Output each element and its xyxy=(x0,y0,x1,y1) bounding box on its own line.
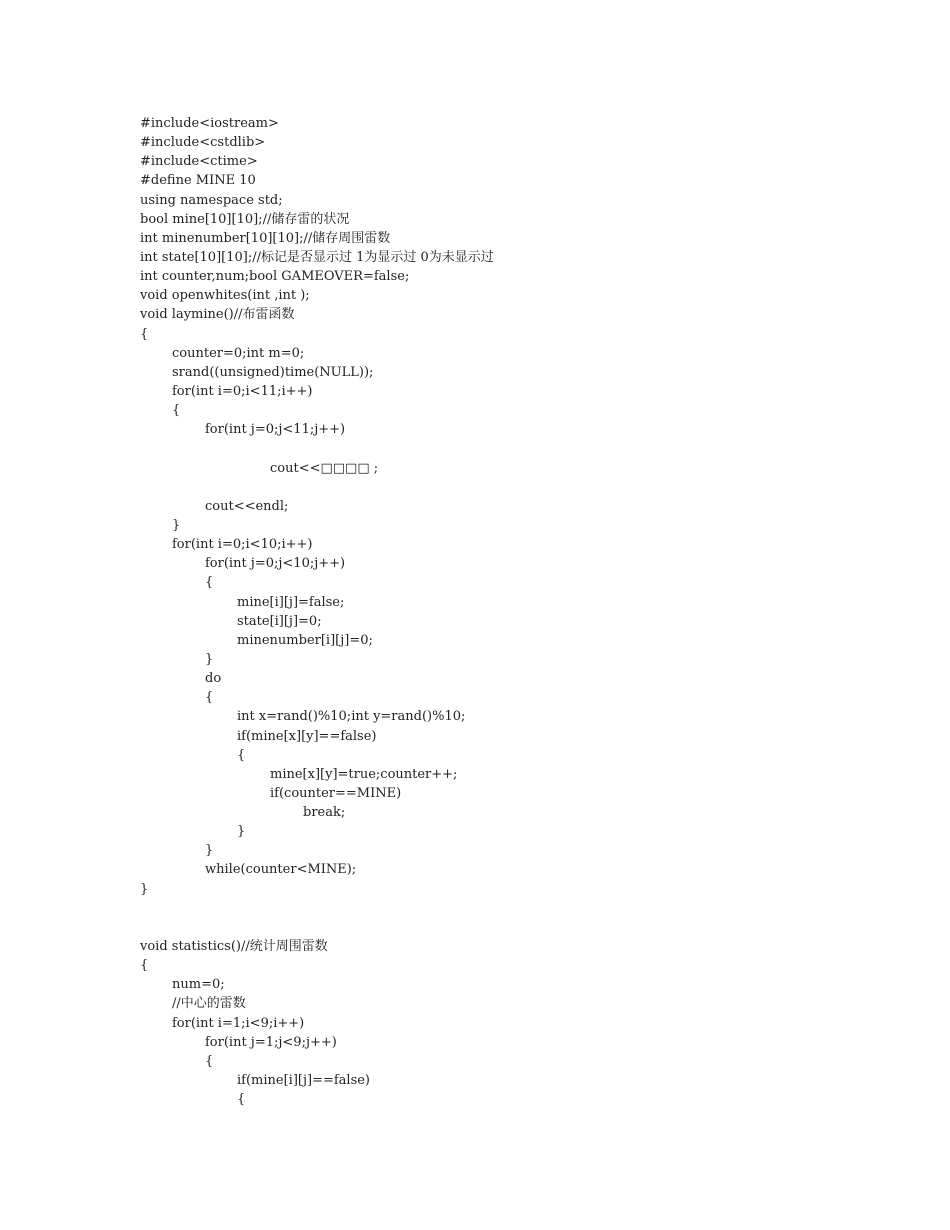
code-line: { xyxy=(237,747,246,763)
code-line: while(counter<MINE); xyxy=(205,862,357,878)
code-line: mine[i][j]=false; xyxy=(237,594,345,610)
code-line: for(int j=0;j<10;j++) xyxy=(205,556,346,572)
code-line: do xyxy=(205,671,222,687)
code-line: } xyxy=(172,517,181,533)
code-line: { xyxy=(205,1053,214,1069)
code-line: srand((unsigned)time(NULL)); xyxy=(172,364,374,380)
code-line: #include<ctime> xyxy=(140,154,258,170)
code-line: } xyxy=(205,651,214,667)
code-line: } xyxy=(205,843,214,859)
code-line: counter=0;int m=0; xyxy=(172,345,305,361)
code-line: mine[x][y]=true;counter++; xyxy=(270,766,458,782)
code-line: for(int i=1;i<9;i++) xyxy=(172,1015,305,1031)
code-line: { xyxy=(140,958,149,974)
code-line: state[i][j]=0; xyxy=(237,613,322,629)
code-line xyxy=(140,478,920,497)
code-line: { xyxy=(205,575,214,591)
code-line: for(int i=0;i<10;i++) xyxy=(172,537,313,553)
code-line: if(mine[x][y]==false) xyxy=(237,728,377,744)
code-line: if(mine[i][j]==false) xyxy=(237,1073,371,1089)
code-line: { xyxy=(237,1092,246,1108)
code-line: { xyxy=(205,690,214,706)
code-line xyxy=(140,918,920,937)
code-line: //中心的雷数 xyxy=(172,996,246,1012)
code-line: } xyxy=(237,824,246,840)
code-line: void statistics()//统计周围雷数 xyxy=(140,939,328,955)
code-line: minenumber[i][j]=0; xyxy=(237,632,373,648)
code-listing xyxy=(140,114,920,1109)
code-line: for(int j=0;j<11;j++) xyxy=(205,422,346,438)
code-line: int minenumber[10][10];//储存周围雷数 xyxy=(140,230,391,246)
code-line: #include<cstdlib> xyxy=(140,135,266,151)
code-line: cout<<endl; xyxy=(205,498,289,514)
code-line xyxy=(140,439,920,458)
code-line: for(int i=0;i<11;i++) xyxy=(172,383,313,399)
code-line: for(int j=1;j<9;j++) xyxy=(205,1034,337,1050)
code-line: #define MINE 10 xyxy=(140,173,256,189)
code-line: void openwhites(int ,int ); xyxy=(140,288,310,304)
code-line: } xyxy=(140,881,149,897)
code-line xyxy=(140,899,920,918)
code-line: int counter,num;bool GAMEOVER=false; xyxy=(140,269,410,285)
code-line: #include<iostream> xyxy=(140,116,279,131)
code-line: bool mine[10][10];//储存雷的状况 xyxy=(140,211,350,227)
code-line: void laymine()//布雷函数 xyxy=(140,307,295,323)
code-line: cout<<□□□□ ; xyxy=(270,460,379,476)
code-line: { xyxy=(140,326,149,342)
code-line: num=0; xyxy=(172,977,225,993)
code-line: int state[10][10];//标记是否显示过 1为显示过 0为未显示过 xyxy=(140,249,494,265)
code-line: break; xyxy=(303,805,346,821)
code-line: if(counter==MINE) xyxy=(270,785,402,801)
code-line: { xyxy=(172,403,181,419)
code-line: int x=rand()%10;int y=rand()%10; xyxy=(237,709,466,725)
code-line: using namespace std; xyxy=(140,192,283,208)
